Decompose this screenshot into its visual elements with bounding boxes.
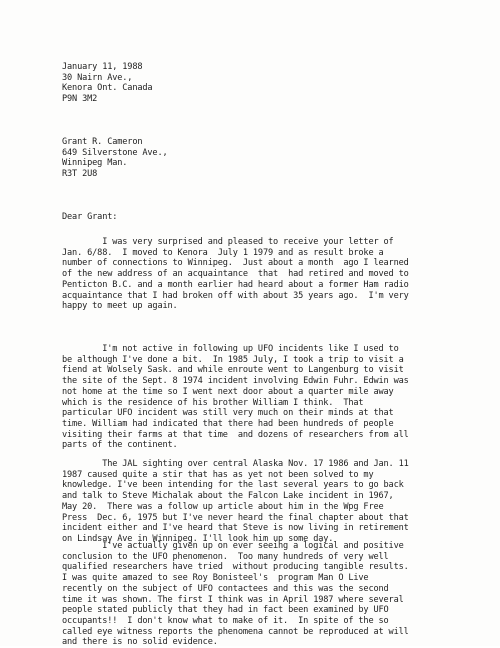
paragraph-line: parts of the continent. <box>62 440 178 451</box>
paragraph-line: called eye witness reports the phenomena cannot be reproduced at will <box>62 626 409 637</box>
paragraph-line: time it was shown. The first I think was in April 1987 where several <box>62 594 404 605</box>
salutation <box>62 212 492 223</box>
paragraph-line: recently on the subject of UFO contactees and this was the second <box>62 583 389 594</box>
paragraph-line: Penticton B.C. and a month earlier had heard about a former Ham radio <box>62 279 409 290</box>
paragraph-3 <box>62 459 492 545</box>
recipient-address <box>62 137 492 180</box>
paragraph-line: Jan. 6/88. I moved to Kenora July 1 1979 and as result broke a <box>62 247 384 258</box>
paragraph-line: Press Dec. 6, 1975 but I've never heard the final chapter about that <box>62 512 409 523</box>
paragraph-line: knowledge. I've been intending for the last several years to go back <box>62 480 404 491</box>
paragraph-line: and there is no solid evidence. <box>62 637 218 648</box>
sender-street: 30 Nairn Ave., <box>62 72 133 83</box>
paragraph-line: acquaintance that I had broken off with about 35 years ago. I'm very <box>62 290 409 301</box>
paragraph-line: particular UFO incident was still very much on their minds at that <box>62 408 394 419</box>
paragraph-line: not home at the time so I went next door about a quarter mile away <box>62 386 394 397</box>
recipient-postal-code: R3T 2U8 <box>62 169 98 180</box>
paragraph-line: May 20. There was a follow up article about him in the Wpg Free <box>62 501 384 512</box>
paragraph-4 <box>62 541 492 648</box>
paragraph-line: conclusion to the UFO phenomenon. Too many hundreds of very well <box>62 551 389 562</box>
paragraph-line: fiend at Wolsely Sask. and while enroute went to Langenburg to visit <box>62 365 404 376</box>
paragraph-line: be although I've done a bit. In 1985 July, I took a trip to visit a <box>62 354 404 365</box>
paragraph-line: and talk to Steve Michalak about the Falcon Lake incident in 1967, <box>62 491 394 502</box>
recipient-city: Winnipeg Man. <box>62 158 128 169</box>
paragraph-line: I've actually given up on ever seeing a logical and positive <box>62 541 404 551</box>
paragraph-line: qualified researchers have tried without producing tangible results. <box>62 562 409 573</box>
recipient-name: Grant R. Cameron <box>62 137 143 147</box>
letter-date: January 11, 1988 <box>62 62 143 72</box>
paragraph-line: time. William had indicated that there had been hundreds of people <box>62 418 394 429</box>
paragraph-line: visiting their farms at that time and dozens of researchers from all <box>62 429 409 440</box>
paragraph-line: of the new address of an acquaintance that had retired and moved to <box>62 269 409 280</box>
paragraph-2 <box>62 344 492 451</box>
paragraph-line: the site of the Sept. 8 1974 incident involving Edwin Fuhr. Edwin was <box>62 376 409 387</box>
paragraph-line: incident either and I've heard that Steve is now living in retirement <box>62 523 409 534</box>
paragraph-1 <box>62 237 492 312</box>
paragraph-line: occupants!! I don't know what to make of it. In spite of the so <box>62 615 389 626</box>
paragraph-line: which is the residence of his brother William I think. That <box>62 397 364 408</box>
recipient-street: 649 Silverstone Ave., <box>62 147 168 158</box>
paragraph-line: happy to meet up again. <box>62 301 178 312</box>
paragraph-line: on Lindsay Ave in Winnipeg. I'll look him up some day. <box>62 533 334 544</box>
paragraph-line: number of connections to Winnipeg. Just about a month ago I learned <box>62 258 409 269</box>
paragraph-line: The JAL sighting over central Alaska Nov. 17 1986 and Jan. 11 <box>62 459 409 469</box>
paragraph-line: I was quite amazed to see Roy Bonisteel's program Man O Live <box>62 573 369 584</box>
paragraph-line: 1987 caused quite a stir that has as yet not been solved to my <box>62 469 374 480</box>
sender-city: Kenora Ont. Canada <box>62 83 153 94</box>
sender-postal-code: P9N 3M2 <box>62 94 98 105</box>
paragraph-line: I'm not active in following up UFO incidents like I used to <box>62 344 399 354</box>
paragraph-line: people stated publicly that they had in fact been examined by UFO <box>62 605 389 616</box>
paragraph-line: I was very surprised and pleased to receive your letter of <box>62 237 394 247</box>
sender-date-address <box>62 62 492 105</box>
salutation-text: Dear Grant: <box>62 212 118 222</box>
